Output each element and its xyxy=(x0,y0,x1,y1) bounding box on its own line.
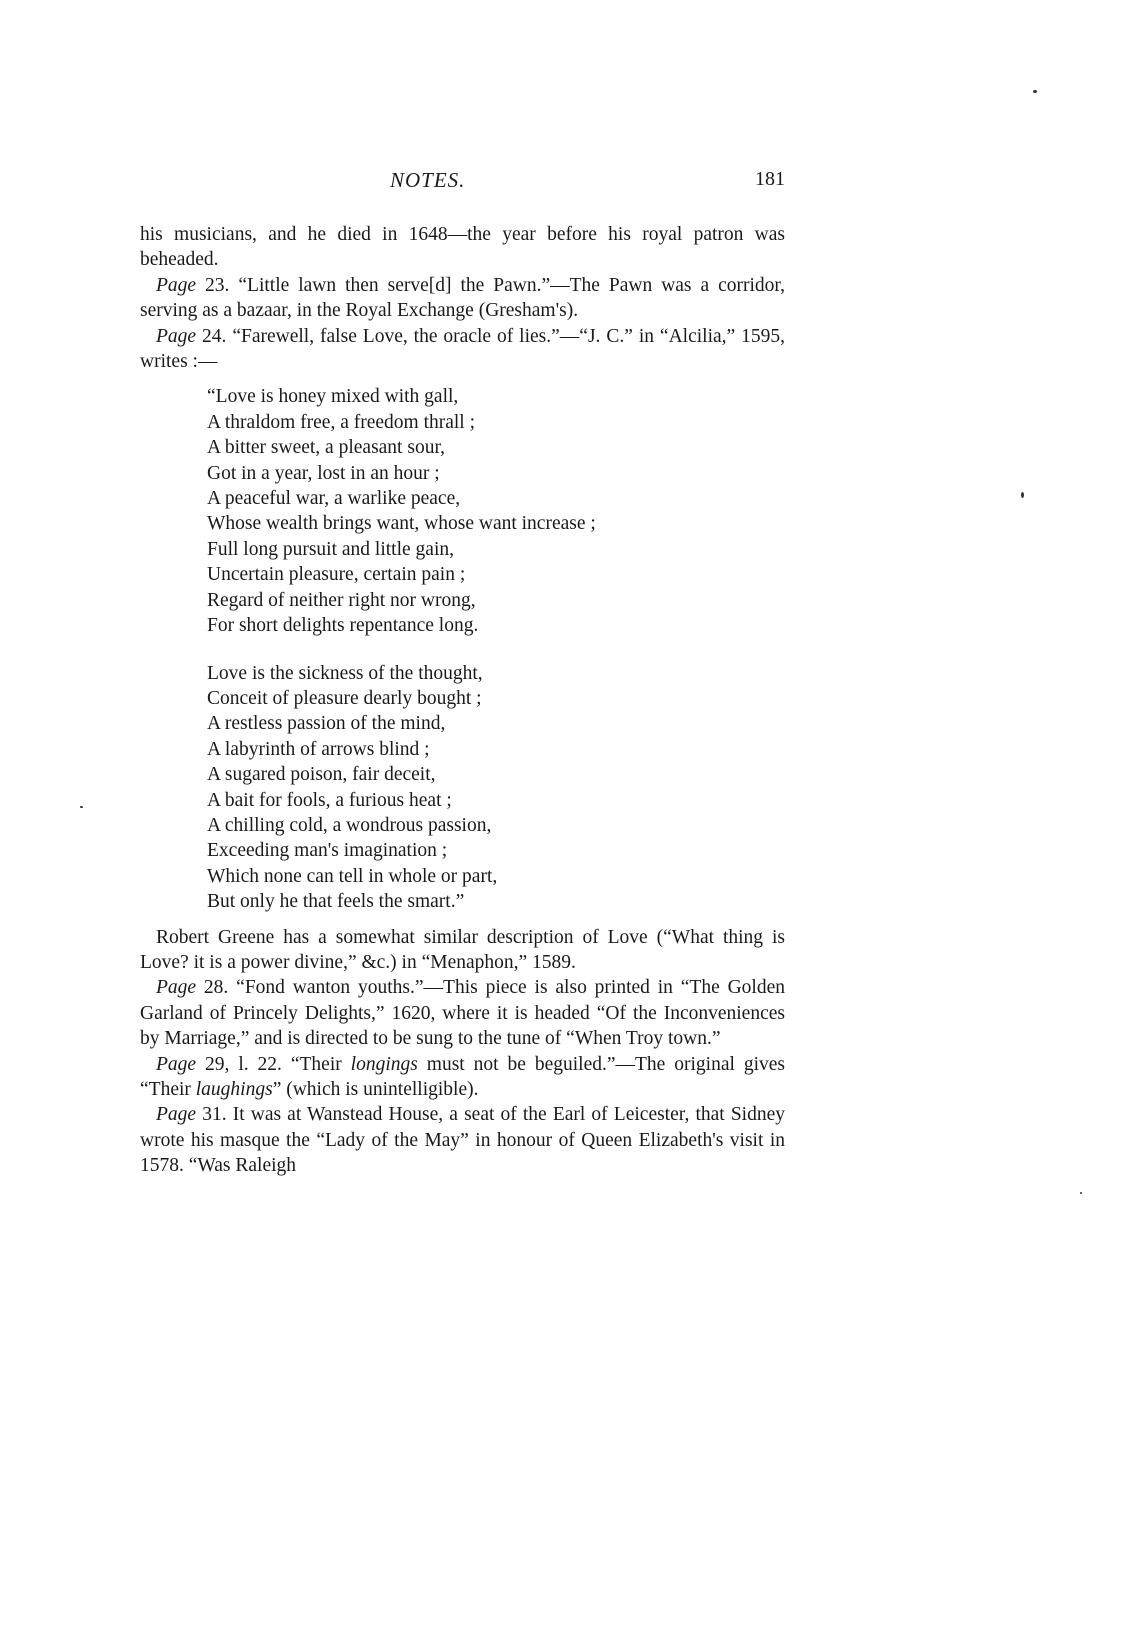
poem-line: Which none can tell in whole or part, xyxy=(207,865,498,887)
note-text: ” (which is unintelligible). xyxy=(272,1079,479,1100)
page-ref-label: Page xyxy=(156,274,197,296)
note-text: must not be beguiled.”—The original gives “Their xyxy=(140,1053,785,1100)
poem-line: A chilling cold, a wondrous passion, xyxy=(207,814,492,836)
poem-line: Full long pursuit and little gain, xyxy=(207,538,454,560)
note-page-23 xyxy=(140,273,785,324)
poem-line: For short delights repentance long. xyxy=(207,615,479,637)
note-page-31 xyxy=(140,1102,785,1178)
poem-line: Got in a year, lost in an hour ; xyxy=(207,462,440,484)
page-number: 181 xyxy=(755,168,785,190)
page-ref-number: 24. xyxy=(196,325,227,347)
poem-line: Whose wealth brings want, whose want increase ; xyxy=(207,513,596,535)
note-page-28 xyxy=(140,975,785,1051)
scan-speck xyxy=(1080,1192,1082,1194)
poem-line: But only he that feels the smart.” xyxy=(207,891,465,913)
poem-line: A restless passion of the mind, xyxy=(207,713,446,735)
paragraph-musicians: his musicians, and he died in 1648—the year before his royal patron was beheaded. xyxy=(140,224,785,271)
stanza-break xyxy=(207,639,785,661)
poem-line: A bitter sweet, a pleasant sour, xyxy=(207,437,446,459)
note-text: “Their xyxy=(281,1053,351,1075)
poem-line: A labyrinth of arrows blind ; xyxy=(207,738,430,760)
page-ref-number: 23. xyxy=(196,274,230,296)
poem-line: A peaceful war, a warlike peace, xyxy=(207,488,461,510)
poem-stanza-1 xyxy=(207,384,785,638)
poem-line: A thraldom free, a freedom thrall ; xyxy=(207,411,476,433)
page-ref-label: Page xyxy=(156,325,197,347)
poem-line: A sugared poison, fair deceit, xyxy=(207,764,436,786)
note-page-24 xyxy=(140,324,785,375)
page-ref-number: 31. xyxy=(196,1104,227,1126)
poem-quotation xyxy=(207,384,785,914)
scan-speck xyxy=(1021,492,1024,498)
page-ref-label: Page xyxy=(156,1053,197,1075)
scan-speck xyxy=(80,806,83,808)
note-page-29 xyxy=(140,1052,785,1103)
paragraph-greene: Robert Greene has a somewhat similar description of Love (“What thing is Love? it is a power divine,” &c.) in “Menaphon,” 1589. xyxy=(140,926,785,973)
note-text: “Farewell, false Love, the oracle of lies.”—“J. C.” in “Alcilia,” 1595, writes :— xyxy=(140,325,785,373)
poem-line: “Love is honey mixed with gall, xyxy=(207,386,459,408)
poem-line: Uncertain pleasure, certain pain ; xyxy=(207,564,466,586)
poem-line: Exceeding man's imagination ; xyxy=(207,840,448,862)
poem-line: Love is the sickness of the thought, xyxy=(207,662,483,684)
note-text: “Fond wanton youths.”—This piece is also printed in “The Golden Garland of Princely Delights,” 1620, where it is headed “Of the Inconveniences by Marriage,” and is directed to be sung to the tune of “When Troy town.” xyxy=(140,977,785,1050)
page-ref-label: Page xyxy=(156,1104,197,1126)
scan-speck xyxy=(1033,90,1037,93)
page-ref-number: 29, l. 22. xyxy=(196,1053,282,1075)
page-ref-label: Page xyxy=(156,977,197,999)
italic-word-laughings: laughings xyxy=(195,1079,273,1100)
page-ref-number: 28. xyxy=(196,977,229,999)
italic-word-longings: longings xyxy=(350,1053,418,1075)
page-header xyxy=(140,168,785,198)
poem-line: Regard of neither right nor wrong, xyxy=(207,589,476,611)
note-text: It was at Wanstead House, a seat of the Earl of Leicester, that Sidney wrote his masque the “Lady of the May” in honour of Queen Elizabeth's visit in 1578. “Was Raleigh xyxy=(140,1104,785,1177)
poem-line: A bait for fools, a furious heat ; xyxy=(207,789,452,811)
page-body xyxy=(140,222,785,1179)
poem-line: Conceit of pleasure dearly bought ; xyxy=(207,687,482,709)
note-text: “Little lawn then serve[d] the Pawn.”—The Pawn was a corridor, serving as a bazaar, in the Royal Exchange (Gresham's). xyxy=(140,274,786,322)
poem-stanza-2 xyxy=(207,661,785,915)
running-title: NOTES. xyxy=(390,168,466,192)
